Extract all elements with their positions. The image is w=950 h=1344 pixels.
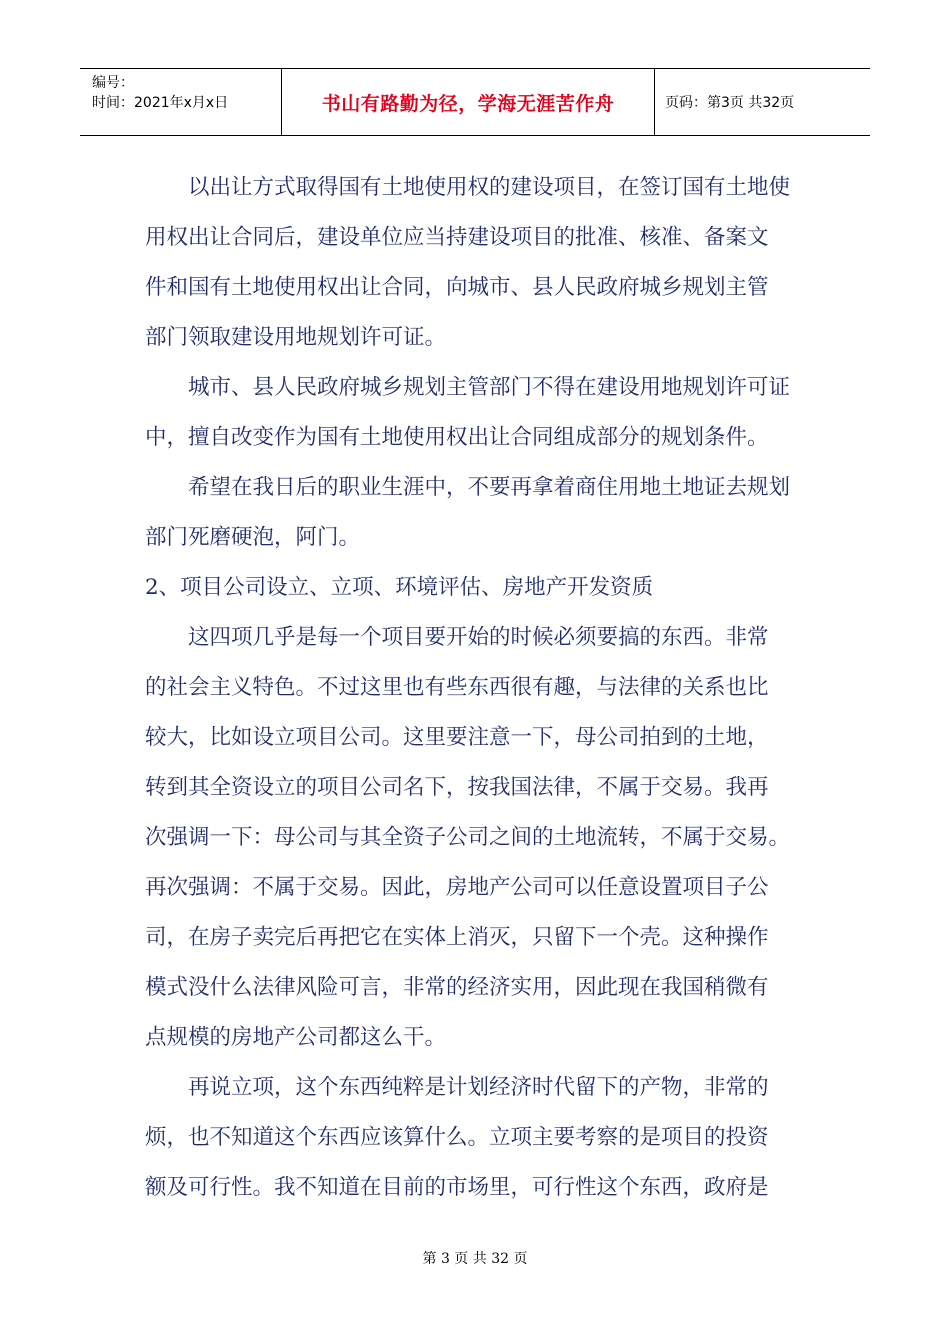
number-label: 编号： (92, 75, 134, 91)
text-line: 希望在我日后的职业生涯中，不要再拿着商住用地土地证去规划 (145, 475, 791, 500)
paragraph (145, 163, 810, 363)
paragraph (145, 1063, 810, 1213)
text-line: 烦，也不知道这个东西应该算什么。立项主要考察的是项目的投资 (145, 1125, 769, 1150)
text-line: 次强调一下：母公司与其全资子公司之间的土地流转，不属于交易。 (145, 825, 791, 850)
paragraph (145, 613, 810, 1063)
paragraph (145, 463, 810, 563)
text-line: 用权出让合同后，建设单位应当持建设项目的批准、核准、备案文 (145, 225, 769, 250)
header-motto: 书山有路勤为径，学海无涯苦作舟 (321, 92, 615, 115)
text-line: 较大，比如设立项目公司。这里要注意一下，母公司拍到的土地， (145, 725, 769, 750)
text-line: 以出让方式取得国有土地使用权的建设项目，在签订国有土地使 (145, 175, 791, 200)
text-line: 部门死磨硬泡，阿门。 (145, 525, 361, 550)
text-line: 这四项几乎是每一个项目要开始的时候必须要搞的东西。非常 (145, 625, 769, 650)
time-label: 时间：2021年x月x日 (92, 95, 229, 111)
text-line: 点规模的房地产公司都这么干。 (145, 1025, 447, 1050)
header-motto-cell (282, 69, 655, 135)
text-line: 件和国有土地使用权出让合同，向城市、县人民政府城乡规划主管 (145, 275, 769, 300)
paragraph (145, 363, 810, 463)
document-header (80, 68, 870, 136)
text-line: 司，在房子卖完后再把它在实体上消灭，只留下一个壳。这种操作 (145, 925, 769, 950)
text-line: 再次强调：不属于交易。因此，房地产公司可以任意设置项目子公 (145, 875, 769, 900)
page-footer: 第 3 页 共 32 页 (422, 1251, 528, 1267)
document-body (145, 163, 810, 1213)
header-meta (80, 69, 282, 135)
text-line: 模式没什么法律风险可言，非常的经济实用，因此现在我国稍微有 (145, 975, 769, 1000)
paragraph (145, 563, 810, 613)
text-line: 额及可行性。我不知道在目前的市场里，可行性这个东西，政府是 (145, 1175, 769, 1200)
text-line: 转到其全资设立的项目公司名下，按我国法律，不属于交易。我再 (145, 775, 769, 800)
text-line: 城市、县人民政府城乡规划主管部门不得在建设用地规划许可证 (145, 375, 791, 400)
text-line: 中，擅自改变作为国有土地使用权出让合同组成部分的规划条件。 (145, 425, 769, 450)
header-page-info: 页码：第3页 共32页 (665, 95, 795, 111)
text-line: 部门领取建设用地规划许可证。 (145, 325, 447, 350)
text-line: 的社会主义特色。不过这里也有些东西很有趣，与法律的关系也比 (145, 675, 769, 700)
text-line: 2、项目公司设立、立项、环境评估、房地产开发资质 (145, 575, 654, 600)
text-line: 再说立项，这个东西纯粹是计划经济时代留下的产物，非常的 (145, 1075, 769, 1100)
